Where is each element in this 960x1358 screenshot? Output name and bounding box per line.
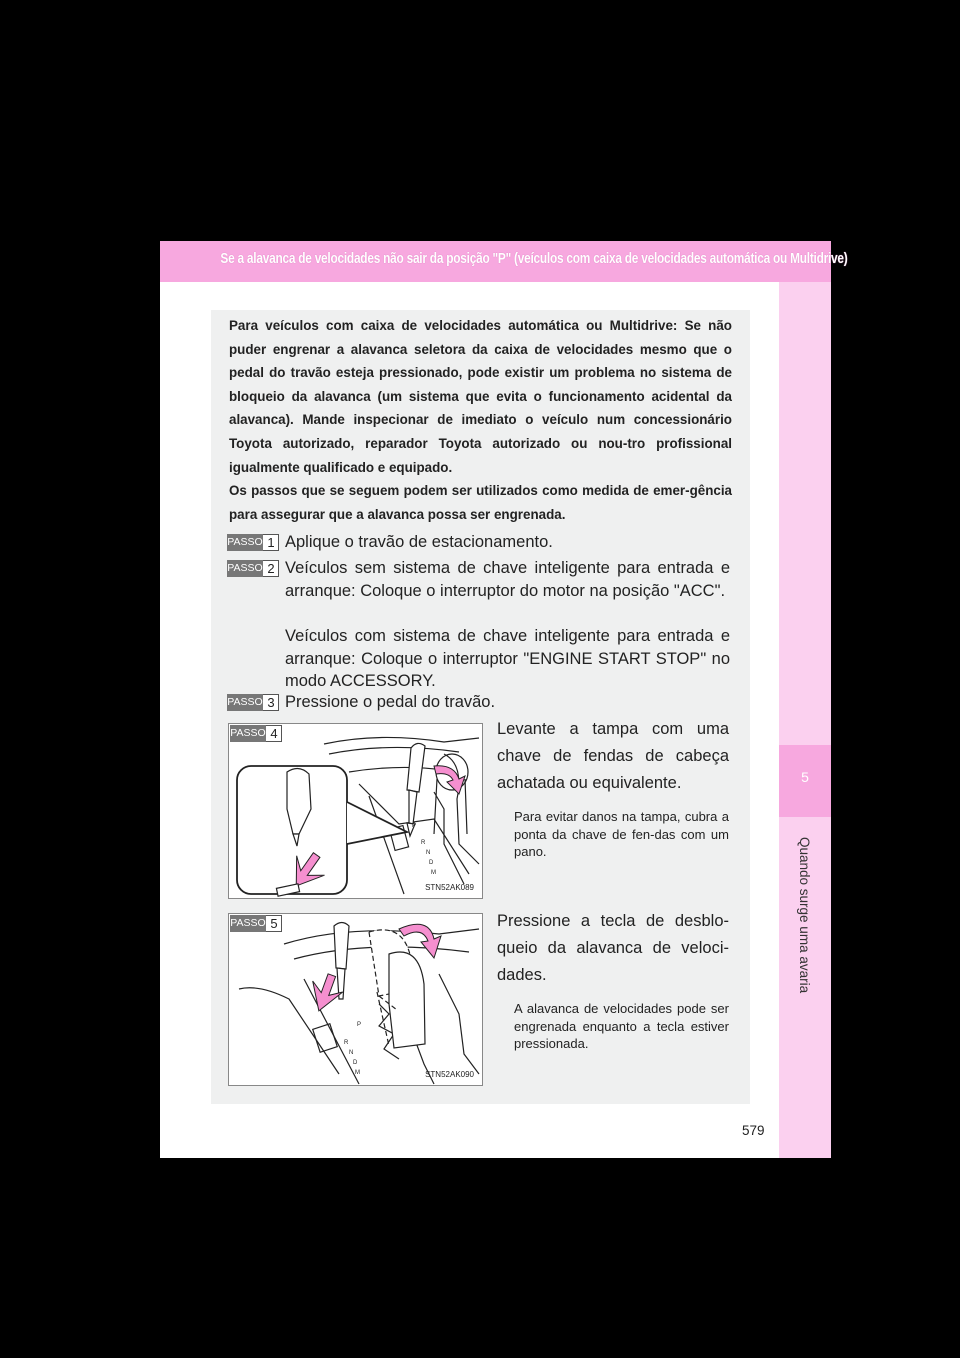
chapter-tab: [779, 282, 831, 1158]
intro-paragraph: Para veículos com caixa de velocidades automática ou Multidrive: Se não puder engrenar a alavanca seletora da caixa de velocidades mesmo que o pedal do travão esteja pressionado, pode existir um problema no sistema de bloqueio da alavanca (um sistema que evita o funcionamento acidental da alavanca). Mande inspecionar de imediato o veículo num concessionário Toyota autorizado, reparador Toyota autorizado ou nou-tro profissional igualmente qualificado e equipado.: [229, 318, 732, 475]
content-panel: [211, 310, 750, 1104]
svg-text:P: P: [357, 1022, 362, 1028]
chapter-number: 5: [801, 769, 809, 785]
page-title: Se a alavanca de velocidades não sair da posição "P" (veículos com caixa de velocidades automática ou Multidrive): [220, 251, 848, 267]
shift-lever-cover-illustration: [229, 724, 484, 900]
step-4-description: Levante a tampa com uma chave de fendas de cabeça achatada ou equivalente. Para evitar danos na tampa, cubra a ponta da chave de fen-das com um pano.: [497, 720, 729, 859]
intro-paragraph-emergency: Os passos que se seguem podem ser utilizados como medida de emer-gência para assegurar que a alavanca possa ser engrenada.: [229, 483, 732, 522]
svg-text:P: P: [412, 823, 417, 829]
figure-code: STN52AK089: [425, 883, 474, 892]
svg-text:M: M: [431, 870, 436, 876]
manual-page: [160, 241, 848, 1158]
svg-text:R: R: [421, 840, 426, 846]
step-5-figure: P R N D M PASSO 5 STN52AK090: [228, 913, 483, 1086]
step-4-figure: P R N D M PASSO 4 STN52AK089: [228, 723, 483, 899]
svg-text:N: N: [349, 1050, 354, 1056]
step-3-text: Pressione o pedal do travão.: [285, 693, 496, 711]
figure-code: STN52AK090: [425, 1070, 474, 1079]
step-1-text: Aplique o travão de estacionamento.: [285, 533, 553, 551]
header-band: [160, 241, 848, 282]
svg-text:R: R: [344, 1040, 349, 1046]
svg-text:N: N: [426, 850, 431, 856]
step-2-text: Veículos sem sistema de chave inteligente para entrada e arranque: Coloque o interruptor do motor na posição "ACC".: [285, 559, 730, 600]
chapter-label: Quando surge uma avaria: [797, 837, 812, 994]
svg-text:D: D: [429, 860, 434, 866]
svg-text:D: D: [353, 1060, 358, 1066]
step-2-text-smart-key: Veículos com sistema de chave inteligente para entrada e arranque: Coloque o interruptor "ENGINE START STOP" no modo ACCESSORY.: [285, 627, 730, 690]
step-5-description: Pressione a tecla de desblo-queio da alavanca de veloci-dades. A alavanca de velocidades pode ser engrenada enquanto a tecla estiver pressionada.: [497, 912, 729, 1051]
page-number: 579: [742, 1123, 765, 1138]
step-badge-3: PASSO 3: [227, 694, 279, 711]
shift-lever-release-illustration: [229, 914, 484, 1087]
step-badge-1: PASSO 1: [227, 534, 279, 551]
svg-text:M: M: [355, 1070, 360, 1076]
step-badge-2: PASSO 2: [227, 560, 279, 577]
